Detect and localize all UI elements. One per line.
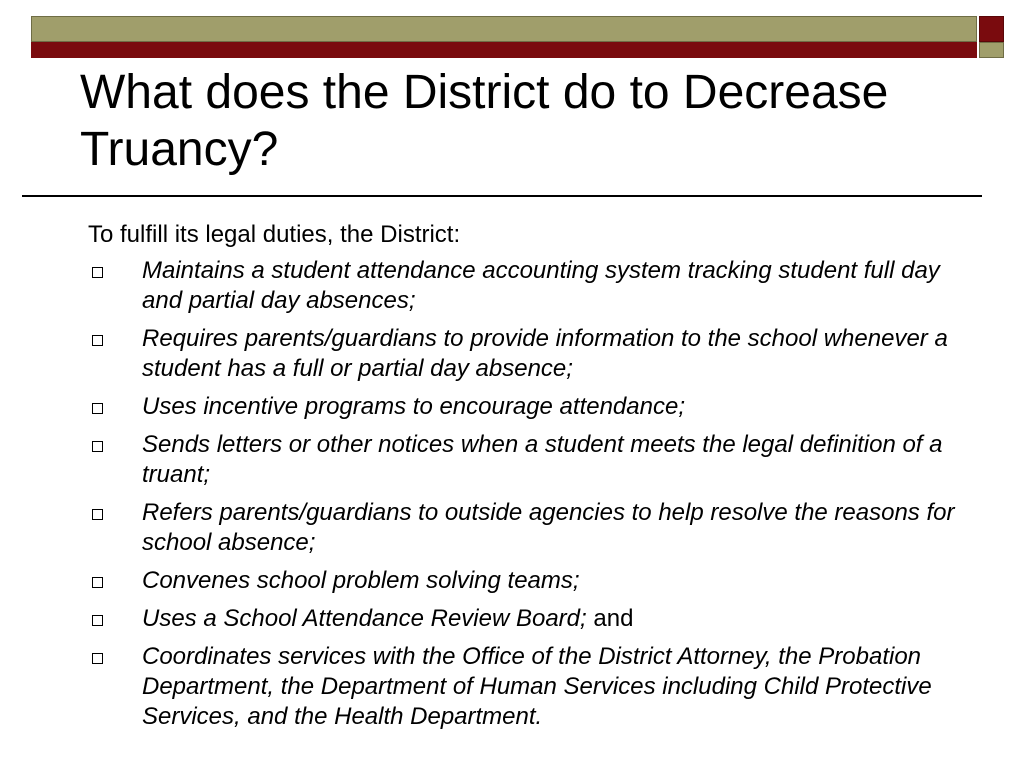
list-item-text: Maintains a student attendance accounting system tracking student full day and partial day absences;: [142, 257, 940, 314]
list-item: [88, 430, 958, 490]
list-item-text: Refers parents/guardians to outside agencies to help resolve the reasons for school absence;: [142, 499, 955, 556]
slide-title: What does the District do to Decrease Truancy?: [80, 66, 889, 176]
list-item-text: Sends letters or other notices when a student meets the legal definition of a truant;: [142, 431, 943, 488]
corner-maroon-square: [979, 16, 1004, 42]
list-item-suffix: and: [586, 605, 634, 632]
square-bullet-icon: [92, 441, 103, 452]
square-bullet-icon: [92, 509, 103, 520]
bullet-list: [88, 256, 958, 732]
list-item-text: Requires parents/guardians to provide information to the school whenever a student has a full or partial day absence;: [142, 325, 948, 382]
square-bullet-icon: [92, 577, 103, 588]
slide-body: [88, 220, 958, 740]
square-bullet-icon: [92, 653, 103, 664]
list-item: [88, 256, 958, 316]
list-item: [88, 604, 958, 634]
square-bullet-icon: [92, 267, 103, 278]
header-olive-bar: [31, 16, 977, 42]
intro-text: To fulfill its legal duties, the District:: [88, 221, 461, 248]
list-item-text: Uses a School Attendance Review Board;: [142, 605, 587, 632]
list-item: [88, 642, 958, 732]
square-bullet-icon: [92, 615, 103, 626]
title-divider: [22, 195, 982, 197]
corner-olive-square: [979, 42, 1004, 58]
list-item-text: Uses incentive programs to encourage attendance;: [142, 393, 685, 420]
list-item-text: Coordinates services with the Office of the District Attorney, the Probation Department, the Department of Human Services including Child Protective Services, and the Health Department.: [142, 643, 932, 730]
list-item: [88, 324, 958, 384]
list-item: [88, 566, 958, 596]
header-maroon-bar: [31, 42, 977, 58]
square-bullet-icon: [92, 403, 103, 414]
square-bullet-icon: [92, 335, 103, 346]
list-item: [88, 392, 958, 422]
list-item: [88, 498, 958, 558]
list-item-text: Convenes school problem solving teams;: [142, 567, 580, 594]
